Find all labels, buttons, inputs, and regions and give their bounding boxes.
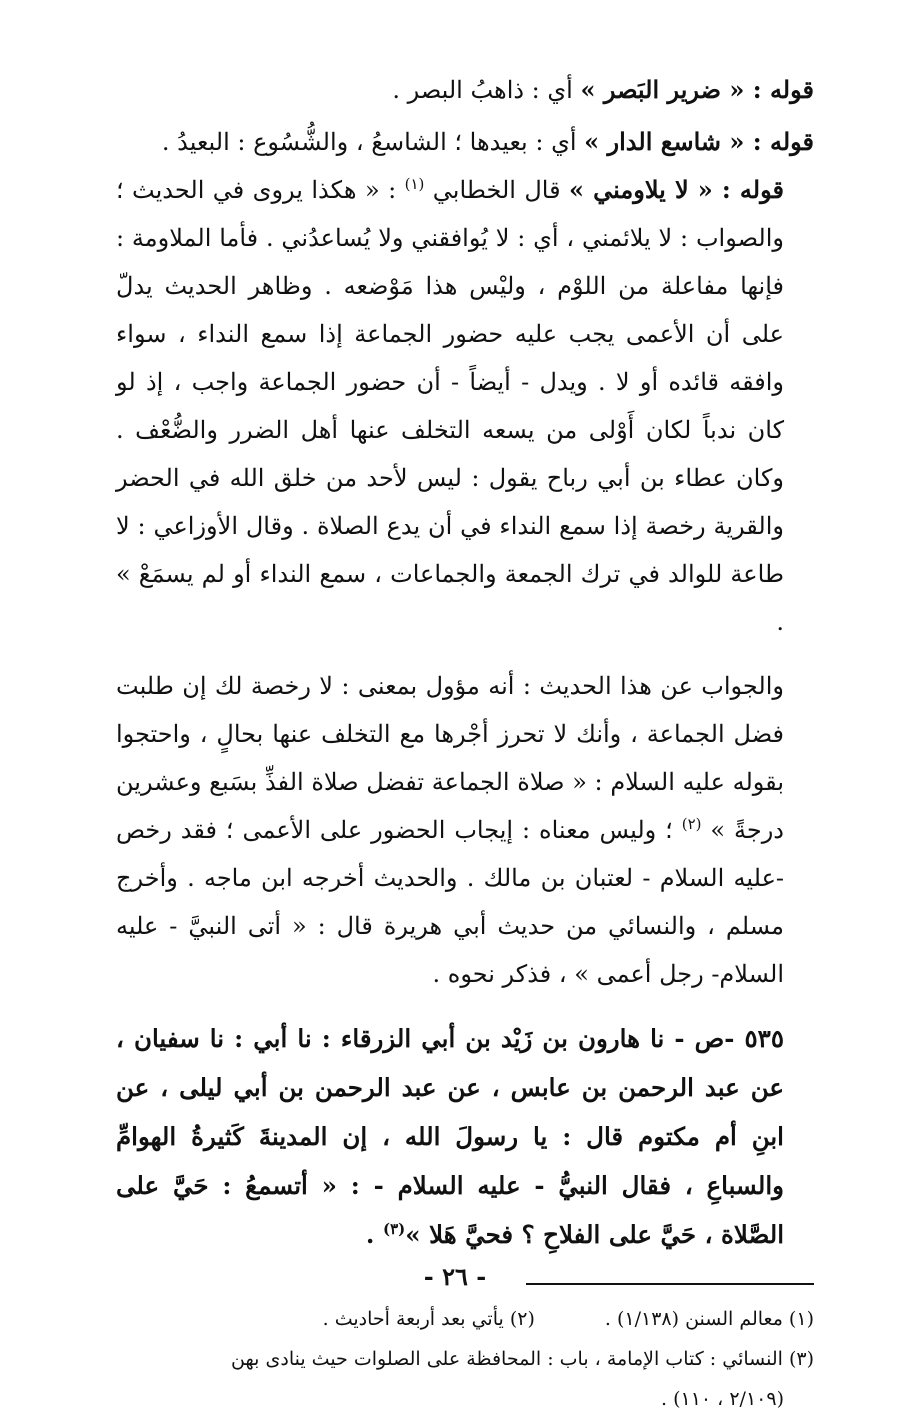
paragraph-text: : « هكذا يروى في الحديث ؛ والصواب : لا يلائمني ، أي : لا يُوافقني ولا يُساعدُني . فأما الملاومة : فإنها مفاعلة من اللوْم ، وليْس هذا مَوْضعه . وظاهر الحديث يدلّ على أن الأعمى يجب عليه حضور الجماعة إذا سمع النداء ، سواء وافقه قائده أو لا . ويدل - أيضاً - أن حضور الجماعة واجب ، إذ لو كان ندباً لكان أَوْلى من يسعه التخلف عنها أهل الضرر والضُّعْف . وكان عطاء بن أبي رباح يقول : ليس لأحد من خلق الله في الحضر والقرية رخصة إذا سمع النداء في أن يدع الصلاة . وقال الأوزاعي : لا طاعة للوالد في ترك الجمعة والجماعات ، سمع النداء أو لم يسمَعْ » . <box>116 176 785 636</box>
page-number: - ٢٦ - <box>423 1262 487 1291</box>
hadith-text: ٥٣٥ -ص - نا هارون بن زَيْد بن أبي الزرقاء : نا أبي : نا سفيان ، عن عبد الرحمن بن عابس ، عن عبد الرحمن بن أبي ليلى ، عن ابنِ أم مكتوم قال : يا رسولَ الله ، إن المدينةَ كَثيرةُ الهوامِّ والسباعِ ، فقال النبيُّ - عليه السلام - : « أتسمعُ : حَيَّ على الصَّلاة ، حَيَّ على الفلاحِ ؟ فحيَّ هَلا » <box>116 1024 784 1249</box>
hadith-block <box>116 1014 814 1259</box>
footnote-2: (٢) يأتي بعد أربعة أحاديث . <box>322 1308 535 1330</box>
footnote-3 <box>116 1339 814 1379</box>
footnote-3-line-2: (٢/١٠٩ ، ١١٠) . <box>661 1388 784 1410</box>
hadith-end: . <box>365 1220 383 1249</box>
paragraph-text: قال الخطابي <box>424 176 569 204</box>
quoted-term-lead: قوله : « لا يلاومني » <box>568 175 784 204</box>
footnote-ref-2: (٢) <box>681 815 702 833</box>
footnote-3-line-1: (٣) النسائي : كتاب الإمامة ، باب : المحافظة على الصلوات حيث ينادى بهن <box>230 1348 814 1370</box>
paragraph-text: ؛ وليس معناه : إيجاب الحضور على الأعمى ؛ فقد رخص -عليه السلام - لعتبان بن مالك . والحديث أخرجه ابن ماجه . وأخرج مسلم ، والنسائي من حديث أبي هريرة قال : « أتى النبيَّ - عليه السلام- رجل أعمى » ، فذكر نحوه . <box>116 816 784 988</box>
footnotes <box>116 1299 814 1419</box>
paragraph-text: أي : ذاهبُ البصر . <box>392 76 581 104</box>
footnote-1: (١) معالم السنن (١/١٣٨) . <box>604 1308 814 1330</box>
footnote-ref-1: (١) <box>404 175 425 193</box>
paragraph-la-yulawimuni <box>116 166 814 646</box>
hadith-535 <box>116 1014 814 1259</box>
main-text <box>116 66 814 1259</box>
paragraph-text: والجواب عن هذا الحديث : أنه مؤول بمعنى : لا رخصة لك إن طلبت فضل الجماعة ، وأنك لا تحرز أجْرها مع التخلف عنها بحالٍ ، واحتجوا بقوله عليه السلام : « صلاة الجماعة تفضل صلاة الفذِّ بسَبع وعشرين درجةً » <box>116 672 784 844</box>
footnote-3-continued <box>116 1379 814 1419</box>
paragraph-shasi-aldar <box>116 118 814 166</box>
paragraph-answer <box>116 662 814 998</box>
footnotes-row-1 <box>116 1299 814 1339</box>
quoted-term-lead: قوله : « شاسع الدار » <box>584 127 814 156</box>
paragraph-text: أي : بعيدها ؛ الشاسعُ ، والشُّسُوع : البعيدُ . <box>161 128 585 156</box>
paragraph-darir-albasar <box>116 66 814 114</box>
footnote-ref-3: (٣) <box>382 1219 406 1238</box>
quoted-term-lead: قوله : « ضرير البَصر » <box>580 75 814 104</box>
